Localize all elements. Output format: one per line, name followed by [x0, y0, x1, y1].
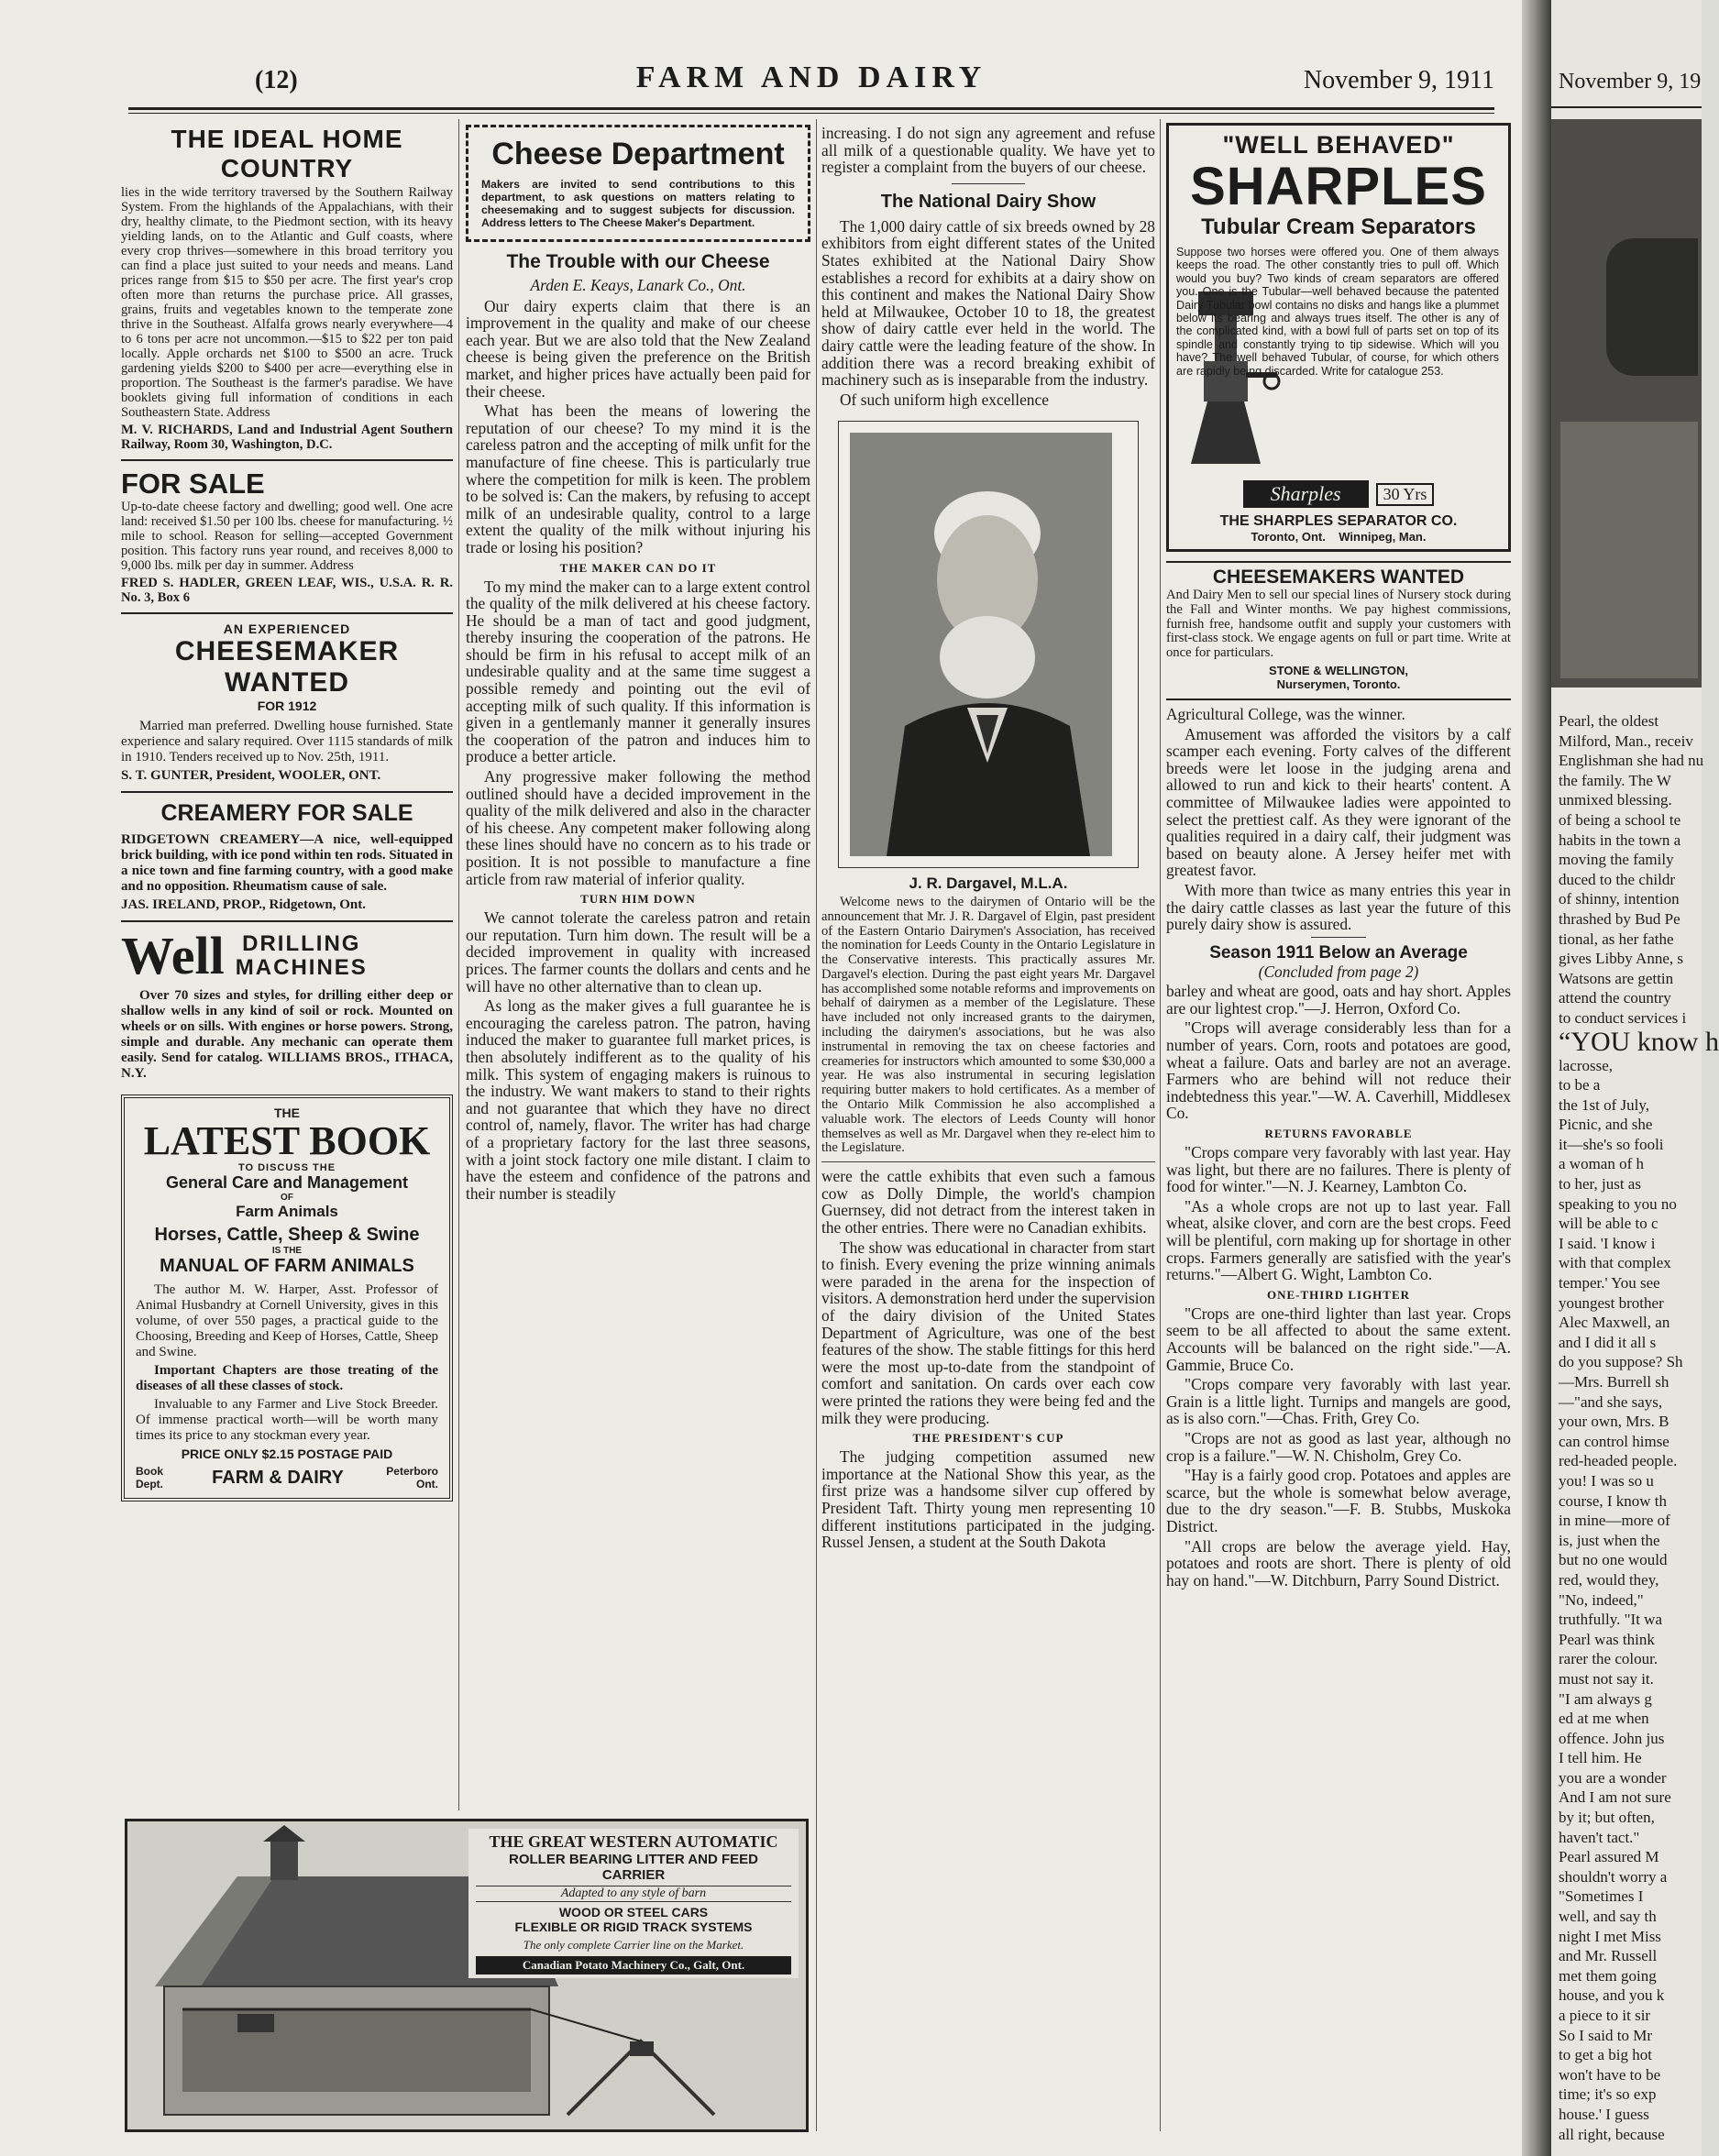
- ad-footer: FARM & DAIRY: [212, 1467, 344, 1488]
- adjacent-text-line: in mine—more of: [1559, 1512, 1670, 1530]
- adjacent-text-line: met them going: [1559, 1966, 1657, 1985]
- great-western-carrier-ad: [125, 1819, 809, 2132]
- adjacent-text-line: I said. 'I know i: [1559, 1234, 1656, 1252]
- adjacent-text-line: won't have to be: [1559, 2065, 1661, 2084]
- ad-body: lies in the wide territory traversed by the Southern Railway System. From the highlands of the Appalachians, with their dry, healthy climate, to the Piedmont section, with its heavy yielding lands, on to the Atlantic and Gulf coasts, where every crop thrives—somewhere in this broad territory you can find a place just suited to your needs and means. Land prices range from $15 to $50 per acre. The first year's crop often more than returns the purchase price. All grasses, grains, fruits and vegetables known to the temperate zone thrive in the Southeast. Alfalfa grows nearly everywhere—4 to 6 tons per acre not uncommon.—$15 to $22 per ton paid locally. Apple orchards net $100 to $500 an acre. Truck gardening yields $200 to $400 per acre—everything else in proportion. The Southeast is the farmer's paradise. We have booklets giving full information of conditions in each Southeastern State. Address: [121, 185, 453, 420]
- adjacent-text-line: and I did it all s: [1559, 1333, 1657, 1351]
- adjacent-text-line: to get a big hot: [1559, 2046, 1652, 2064]
- ad-body: Over 70 sizes and styles, for drilling either deep or shallow wells in any kind of soil or rock. Mounted on wheels or on sills. With engines or horse powers. Strong, simple and durable. Any mechanic can operate them easily. Send for catalog. WILLIAMS BROS., ITHACA, N.Y.: [121, 988, 453, 1081]
- ad-text-panel: [468, 1829, 799, 1978]
- column-rule: [1160, 119, 1161, 2131]
- adjacent-text-line: red, would they,: [1559, 1570, 1659, 1589]
- adjacent-text-line: is, just when the: [1559, 1531, 1660, 1549]
- adjacent-text-line: Englishman she had nu: [1559, 752, 1704, 770]
- article-paragraph: Any progressive maker following the method outlined should have a decided improvement in the quality of the milk delivered and also in the character of his cheese. Any competent maker following along these lines should have no concern as to his trade or position. It is not possible to manufacture a fine article from raw material of inferior quality.: [466, 767, 810, 888]
- for-sale-ad: [121, 468, 453, 605]
- adjacent-text-line: to be a: [1559, 1076, 1601, 1094]
- department-title: Cheese Department: [491, 137, 785, 171]
- page-number: (12): [255, 66, 298, 94]
- adjacent-text-line: course, I know th: [1559, 1491, 1668, 1510]
- divider: [1311, 937, 1366, 938]
- adjacent-text-line: you! I was so u: [1559, 1471, 1654, 1490]
- adjacent-text-line: habits in the town a: [1559, 830, 1681, 849]
- adjacent-text-line: night I met Miss: [1559, 1927, 1661, 1945]
- divider: [1166, 698, 1511, 700]
- ad-title: CREAMERY FOR SALE: [160, 800, 413, 826]
- section-subhead: TURN HIM DOWN: [580, 892, 696, 907]
- adjacent-text-line: gives Libby Anne, s: [1559, 950, 1683, 968]
- ad-line: Farm Animals: [236, 1203, 338, 1220]
- adjacent-text-line: to her, just as: [1559, 1175, 1641, 1194]
- adjacent-text-line: "I am always g: [1559, 1689, 1652, 1708]
- ad-line: OF: [281, 1193, 293, 1203]
- divider: [121, 920, 453, 922]
- adjacent-text-line: a piece to it sir: [1559, 2007, 1651, 2024]
- ad-line: Horses, Cattle, Sheep & Swine: [154, 1225, 420, 1245]
- adjacent-text-line: offence. John jus: [1559, 1729, 1665, 1747]
- column-2: [466, 125, 810, 1807]
- header-rule: [128, 107, 1494, 110]
- ad-line: General Care and Management: [165, 1173, 409, 1192]
- adjacent-page-text: [1559, 711, 1719, 2144]
- ad-subtitle: FOR 1912: [257, 698, 317, 713]
- article-paragraph: Amusement was afforded the visitors by a calf scamper each evening. Forty calves of the different breeds were let loose in the judging arena and allowed to run and kick to their hearts' content. A committee of Milwaukee ladies were appointed to select the prettiest calf. As they were ignorant of the qualities required in a dairy calf, their judgment was based on beauty alone. A Jersey heifer met with greatest favor.: [1166, 724, 1511, 880]
- adjacent-text-line: I tell him. He: [1559, 1749, 1642, 1767]
- ad-title-line: MACHINES: [235, 955, 368, 980]
- ad-title: Well: [121, 926, 225, 985]
- article-continuation: (Concluded from page 2): [1258, 962, 1419, 981]
- ideal-home-ad: [121, 125, 453, 452]
- adjacent-header-rule: [1551, 106, 1702, 108]
- divider: [1166, 561, 1511, 563]
- ad-title: CHEESEMAKERS WANTED: [1212, 566, 1465, 588]
- divider: [821, 1161, 1155, 1162]
- anniversary-badge: 30 Yrs: [1376, 483, 1435, 506]
- article-paragraph: The show was educational in character from start to finish. Every evening the prize winning animals were paraded in the arena for the inspection of visitors. A demonstration herd under the supervision of the dairy division of the United States Department of Agriculture, was one of the best features of the show. The stable fittings for this herd were the most up-to-date from the standpoint of comfort and sanitation. On cards over each cow were printed the rations they were being fed and the milk they were producing.: [821, 1238, 1155, 1427]
- column-rule: [458, 119, 459, 1810]
- adjacent-text-line: ed at me when: [1559, 1710, 1649, 1728]
- adjacent-text-line: time; it's so exp: [1559, 2085, 1657, 2104]
- adjacent-text-line: Watsons are gettin: [1559, 969, 1674, 987]
- article-paragraph: "Crops will average considerably less than for a number of years. Corn, roots and potatoes are good, wheat a failure. Oats and barley are not an average. Farmers who are behind will not reduce their indebtedness this year."—W. A. Caverhill, Middlesex Co.: [1166, 1018, 1511, 1123]
- article-paragraph: "Crops are not as good as last year, although no crop is a failure."—W. N. Chisholm, Grey Co.: [1166, 1428, 1511, 1465]
- divider: [121, 791, 453, 793]
- article-paragraph: barley and wheat are good, oats and hay short. Apples are our lightest crop."—J. Herron, Oxford Co.: [1166, 982, 1511, 1018]
- sharples-logo: Sharples: [1243, 480, 1369, 508]
- section-subhead: THE PRESIDENT'S CUP: [912, 1431, 1064, 1446]
- adjacent-text-line: Pearl, the oldest: [1559, 712, 1659, 730]
- ad-signature: JAS. IRELAND, PROP., Ridgetown, Ont.: [121, 897, 366, 912]
- ad-kicker: AN EXPERIENCED: [223, 622, 351, 636]
- adjacent-text-line: youngest brother: [1559, 1293, 1664, 1312]
- adjacent-text-line: thrashed by Bud Pe: [1559, 909, 1680, 928]
- ad-subtitle: ROLLER BEARING LITTER AND FEED CARRIER: [509, 1852, 758, 1883]
- ad-cities: Toronto, Ont. Winnipeg, Man.: [1251, 530, 1427, 544]
- well-drilling-ad: [121, 926, 453, 1082]
- column-1: [121, 125, 453, 1811]
- ad-body: Invaluable to any Farmer and Live Stock Breeder. Of immense practical worth—will be worth many times its price to any stockman every year.: [136, 1397, 438, 1443]
- adjacent-text-line: "Sometimes I: [1559, 1887, 1644, 1906]
- adjacent-text-line: Milford, Man., receiv: [1559, 732, 1693, 750]
- article-paragraph: were the cattle exhibits that even such a famous cow as Dolly Dimple, the world's champion Guernsey, did not detract from the interest taken in the other entries. There were no Canadian exhibits.: [821, 1167, 1155, 1238]
- adjacent-text-line: rarer the colour.: [1559, 1650, 1658, 1668]
- ad-kicker: THE: [274, 1106, 300, 1120]
- divider: [121, 612, 453, 614]
- ad-title: LATEST BOOK: [143, 1118, 431, 1163]
- adjacent-text-line: must not say it.: [1559, 1669, 1654, 1688]
- adjacent-text-line: And I am not sure: [1559, 1788, 1671, 1807]
- masthead-title: FARM AND DAIRY: [635, 60, 987, 94]
- adjacent-text-line: well, and say th: [1559, 1908, 1657, 1926]
- article-paragraph: "Crops compare very favorably with last year. Hay was light, but there are no failures. There is plenty of food for winter."—N. J. Kearney, Lambton Co.: [1166, 1143, 1511, 1196]
- article-paragraph: Agricultural College, was the winner.: [1166, 704, 1405, 723]
- cheesemakers-wanted-ad: [1166, 566, 1511, 691]
- adjacent-text-line: red-headed people.: [1559, 1452, 1678, 1470]
- ad-title: THE GREAT WESTERN AUTOMATIC: [489, 1832, 778, 1851]
- ad-title: FOR SALE: [121, 468, 265, 500]
- adjacent-text-line: —Mrs. Burrell sh: [1559, 1373, 1669, 1391]
- ad-body: Up-to-date cheese factory and dwelling; good well. One acre land: received $1.50 per 100 lbs. cheese for manufacturing. ½ mile to school. Reason for selling—accepted Government position. This factory runs year round, and receives 8,000 to 9,000 lbs. milk per day in summer. Address: [121, 500, 453, 573]
- ad-signature: FRED S. HADLER, GREEN LEAF, WIS., U.S.A. R. R. No. 3, Box 6: [121, 576, 453, 605]
- caption-body: Welcome news to the dairymen of Ontario will be the announcement that Mr. J. R. Dargavel of Elgin, past president of the Eastern Ontario Dairymen's Association, has received the nomination for Leeds County in the Ontario Legislature in the Conservative interests. This practically assures Mr. Dargavel's election. During the past eight years Mr. Dargavel has accomplished some notable reforms and improvements on behalf of dairymen as a member of the Legislature. These have included not only increased grants to the dairymen, including the dairymen's associations, but he was also instrumental in removing the tax on cheese factories and creameries for instructors which amounted to some $30,000 a year. He was also instrumental in securing legislation requiring butter makers to hold certificates. As a member of the Ontario Milk Commission he also accomplished a valuable work. The electors of Leeds County will honor themselves as well as Mr. Dargavel when they re-elect him to the Legislature.: [821, 894, 1155, 1156]
- ad-signature: S. T. GUNTER, President, WOOLER, ONT.: [121, 768, 381, 783]
- adjacent-text-line: duced to the childr: [1559, 870, 1675, 888]
- issue-date: November 9, 1911: [1303, 66, 1494, 94]
- photo-caption: J. R. Dargavel, M.L.A.: [909, 874, 1068, 893]
- ad-title: SHARPLES: [1190, 157, 1487, 216]
- article-paragraph: Our dairy experts claim that there is an improvement in the quality and make of our cheese each year. But we are also told that the New Zealand cheese is being given the preference on the British market, and higher prices have actually been paid for their cheese.: [466, 296, 810, 401]
- ad-body: And Dairy Men to sell our special lines of Nursery stock during the Fall and Winter months. We pay highest commissions, furnish free, handsome outfit and supply your customers with first-class stock. We engage agents on full or part time. Write at once for particulars.: [1166, 588, 1511, 661]
- article-paragraph: "Hay is a fairly good crop. Potatoes and apples are scarce, but the whole is somewhat below average, due to the dry season."—F. B. Stubbs, Muskoka District.: [1166, 1466, 1511, 1535]
- adjacent-text-line: “YOU know h: [1559, 1026, 1719, 1057]
- ad-logo-row: [1176, 480, 1501, 508]
- column-4: [1166, 119, 1511, 2136]
- ad-signature: Nurserymen, Toronto.: [1276, 676, 1401, 691]
- creamery-ad: [121, 800, 453, 913]
- ad-body: Suppose two horses were offered you. One of them always keeps the road. The other constantly tries to pull off. Which would you buy? Two kinds of cream separators are offered you. One is the Tubular—well behaved because the patented Dairy Tubular bowl contains no disks and hangs like a plummet below its bearing and always trues itself. The other is any of the complicated kind, with a bowl full of parts set on top of its spindle and constantly trying to tip sidewise. Which will you have? The well behaved Tubular, of course, for which others are rapidly being discarded. Write for catalogue 253.: [1176, 246, 1499, 378]
- adjacent-text-line: will be able to c: [1559, 1215, 1658, 1233]
- ad-main: [1176, 246, 1501, 475]
- article-title: The National Dairy Show: [880, 191, 1096, 212]
- ad-line: MANUAL OF FARM ANIMALS: [160, 1256, 414, 1276]
- ad-company: THE SHARPLES SEPARATOR CO.: [1219, 513, 1458, 529]
- adjacent-text-line: it—she's so fooli: [1559, 1135, 1664, 1153]
- portrait-photo: [850, 433, 1112, 856]
- department-note: Makers are invited to send contributions to this department, to ask questions on matters relating to cheesemaking and to suggest subjects for discussion. Address letters to The Cheese Maker's Department.: [481, 178, 795, 229]
- column-rule: [816, 119, 817, 2131]
- adjacent-text-line: the 1st of July,: [1559, 1095, 1650, 1114]
- article-paragraph: "As a whole crops are not up to last year. Fall wheat, alsike clover, and corn are the best crops. Feed will be plentiful, corn making up for shortage in other crops. Farmers generally are satisfied with the year's returns."—Albert G. Wight, Lambton Co.: [1166, 1196, 1511, 1284]
- sharples-ad: [1166, 123, 1511, 552]
- ad-title-line: DRILLING: [242, 931, 361, 956]
- article-byline: Arden E. Keays, Lanark Co., Ont.: [530, 276, 746, 294]
- cheese-department-box: [466, 125, 810, 242]
- ad-line: WOOD OR STEEL CARS: [558, 1905, 709, 1920]
- ad-title: THE IDEAL HOME COUNTRY: [171, 125, 403, 182]
- article-paragraph: The 1,000 dairy cattle of six breeds owned by 28 exhibitors from eight different states of the United States exhibited at the National Dairy Show establishes a record for exhibits at a dairy show on this continent and makes the National Dairy Show held at Milwaukee, October 10 to 18, the greatest show of dairy cattle ever held in the world. The dairy cattle were the leading feature of the show. In addition there was a record breaking exhibit of machinery such as is inseparable from the industry.: [821, 216, 1155, 390]
- ad-footer: Peterboro Ont.: [386, 1465, 438, 1490]
- ad-line: Adapted to any style of barn: [476, 1886, 791, 1902]
- latest-book-ad: [121, 1094, 453, 1502]
- adjacent-text-line: to conduct services i: [1559, 1008, 1687, 1027]
- adjacent-text-line: Pearl assured M: [1559, 1848, 1659, 1866]
- adjacent-text-line: the family. The W: [1559, 771, 1671, 789]
- article-paragraph: increasing. I do not sign any agreement and refuse all milk of a questionable quality. We have yet to register a complaint from the buyers of our cheese.: [821, 124, 1155, 177]
- ad-price: PRICE ONLY $2.15 POSTAGE PAID: [181, 1446, 393, 1461]
- ad-footer: Book Dept.: [136, 1465, 163, 1490]
- ad-subtitle: Tubular Cream Separators: [1201, 214, 1476, 239]
- adjacent-text-line: you are a wonder: [1559, 1768, 1667, 1787]
- page-gutter: [1522, 0, 1551, 2156]
- divider: [121, 459, 453, 461]
- article-paragraph: Of such uniform high excellence: [840, 390, 1049, 409]
- adjacent-text-line: shouldn't worry a: [1559, 1867, 1668, 1886]
- adjacent-text-line: Picnic, and she: [1559, 1116, 1653, 1134]
- adjacent-text-line: truthfully. "It wa: [1559, 1611, 1663, 1629]
- ad-body: RIDGETOWN CREAMERY—A nice, well-equipped brick building, with ice pond within ten rods. Situated in a nice town and fine farming country, with a good make and no opposition. Rheumatism cause of sale.: [121, 832, 453, 894]
- adjacent-text-line: but no one would: [1559, 1551, 1668, 1569]
- adjacent-text-line: moving the family: [1559, 851, 1674, 869]
- article-paragraph: "Crops are one-third lighter than last year. Crops seem to be all affected to about the same extent. Accounts will be balanced on the right side."—A. Gammie, Bruce Co.: [1166, 1304, 1511, 1374]
- adjacent-text-line: a woman of h: [1559, 1155, 1645, 1173]
- article-paragraph: "All crops are below the average yield. Hay, potatoes and roots are short. There is plenty of old hay on hand."—W. Ditchburn, Parry Sound District.: [1166, 1536, 1511, 1590]
- article-paragraph: We cannot tolerate the careless patron and retain our reputation. Turn him down. The result will be a decided improvement in quality with increased prices. The farmer counts the dollars and cents and he will have no other alternative than to clean up.: [466, 908, 810, 996]
- article-paragraph: "Crops compare very favorably with last year. Grain is a little light. Turnips and mangels are good, as is also corn."—Chas. Frith, Grey Co.: [1166, 1375, 1511, 1428]
- ad-line: TO DISCUSS THE: [237, 1162, 336, 1173]
- adjacent-text-line: all right, because: [1559, 2125, 1665, 2143]
- adjacent-text-line: "No, indeed,": [1559, 1590, 1644, 1609]
- adjacent-text-line: can control himse: [1559, 1432, 1669, 1450]
- ad-line: IS THE: [271, 1246, 303, 1256]
- adjacent-text-line: by it; but often,: [1559, 1809, 1655, 1827]
- section-subhead: THE MAKER CAN DO IT: [559, 560, 717, 575]
- adjacent-text-line: of shinny, intention: [1559, 890, 1680, 908]
- adjacent-text-line: attend the country: [1559, 989, 1671, 1007]
- ad-title: CHEESEMAKER WANTED: [174, 636, 400, 698]
- section-subhead: ONE-THIRD LIGHTER: [1266, 1287, 1411, 1302]
- article-title: Season 1911 Below an Average: [1209, 942, 1468, 962]
- adjacent-text-line: speaking to you no: [1559, 1194, 1677, 1213]
- adjacent-text-line: tional, as her fathe: [1559, 930, 1674, 948]
- ad-company: Canadian Potato Machinery Co., Galt, Ont.: [476, 1956, 791, 1974]
- adjacent-page-photo: [1551, 119, 1702, 688]
- column-3: [821, 125, 1155, 2132]
- adjacent-text-line: do you suppose? Sh: [1559, 1353, 1683, 1371]
- adjacent-text-line: —"and she says,: [1559, 1392, 1663, 1411]
- adjacent-text-line: lacrosse,: [1559, 1056, 1614, 1074]
- article-paragraph: To my mind the maker can to a large extent control the quality of the milk delivered at his cheese factory. He should be a man of tact and good judgment, thereby insuring the cooperation of the patrons. He should be firm in his refusal to accept milk of an undesirable quality and at the same time suggest a possible remedy and pointing out the evil of accepting milk of such quality. If this information is given in a gentlemanly manner it generally insures the cooperation of the patron and induces him to produce a better article.: [466, 577, 810, 766]
- adjacent-text-line: and Mr. Russell: [1559, 1947, 1658, 1965]
- article-paragraph: As long as the maker gives a full guarantee he is encouraging the careless patron. The patron, having induced the maker to guarantee full market prices, is then absolutely indifferent as to the quality of his milk. This system of engaging makers is ruinous to the industry. We want makers to stand to their rights and not guarantee that which they have no direct control of, namely, flavor. The writer has had charge of a proprietary factory for the last three seasons, with a joint stock factory one mile distant. I claim to have the esteem and confidence of the patrons and their number is steadily: [466, 996, 810, 1203]
- ad-line: FLEXIBLE OR RIGID TRACK SYSTEMS: [514, 1920, 753, 1934]
- adjacent-text-line: So I said to Mr: [1559, 2026, 1652, 2044]
- ad-signature: M. V. RICHARDS, Land and Industrial Agent Southern Railway, Room 30, Washington, D.C.: [121, 423, 453, 452]
- page-header: [128, 57, 1494, 106]
- ad-body: Married man preferred. Dwelling house furnished. State experience and salary required. Over 1115 standards of milk in 1910. Tenders received up to Nov. 25th, 1911.: [121, 719, 453, 764]
- adjacent-page-date: November 9, 19: [1559, 70, 1702, 94]
- adjacent-text-line: house.' I guess: [1559, 2105, 1649, 2123]
- adjacent-text-line: Pearl was think: [1559, 1630, 1655, 1648]
- article-paragraph: What has been the means of lowering the reputation of our cheese? To my mind it is the careless patron and the accepting of milk unfit for the manufacture of fine cheese. This is particularly true where the competition for milk is keen. The problem to be solved is: Can the makers, by refusing to accept milk of an undesirable quality, control to a large extent the quality of the milk without injuring his trade or losing his position?: [466, 402, 810, 556]
- ad-signature: STONE & WELLINGTON,: [1269, 663, 1408, 677]
- article-paragraph: The judging competition assumed new importance at the National Show this year, as the first prize was a handsome silver cup offered by President Taft. Thirty young men representing 10 different institutions participated in the judging. Russel Jensen, a student at the South Dakota: [821, 1447, 1155, 1552]
- ad-tagline: "WELL BEHAVED": [1222, 131, 1455, 159]
- header-rule-thin: [128, 113, 1494, 114]
- portrait-frame: [838, 421, 1139, 868]
- ad-body: Important Chapters are those treating of the diseases of all these classes of stock.: [136, 1363, 438, 1393]
- section-subhead: RETURNS FAVORABLE: [1264, 1127, 1413, 1141]
- adjacent-text-line: with that complex: [1559, 1254, 1671, 1272]
- adjacent-text-line: Alec Maxwell, an: [1559, 1314, 1670, 1332]
- divider: [952, 183, 1025, 184]
- cheesemaker-wanted-ad: [121, 622, 453, 784]
- adjacent-text-line: house, and you k: [1559, 1986, 1665, 2005]
- adjacent-text-line: temper.' You see: [1559, 1274, 1660, 1292]
- adjacent-text-line: of being a school te: [1559, 810, 1681, 829]
- adjacent-text-line: haven't tact.": [1559, 1828, 1640, 1846]
- ad-body: The author M. W. Harper, Asst. Professor of Animal Husbandry at Cornell University, gives in this volume, of over 550 pages, a practical guide to the Choosing, Breeding and Keep of Horses, Cattle, Sheep and Swine.: [136, 1282, 438, 1359]
- article-title: The Trouble with our Cheese: [506, 251, 770, 272]
- article-paragraph: With more than twice as many entries this year in the dairy cattle classes as last year the future of this purely dairy show is assured.: [1166, 880, 1511, 934]
- adjacent-text-line: unmixed blessing.: [1559, 791, 1672, 809]
- adjacent-text-line: your own, Mrs. B: [1559, 1413, 1669, 1431]
- adjacent-page-edge: [1551, 0, 1719, 2156]
- ad-line: The only complete Carrier line on the Market.: [523, 1938, 744, 1952]
